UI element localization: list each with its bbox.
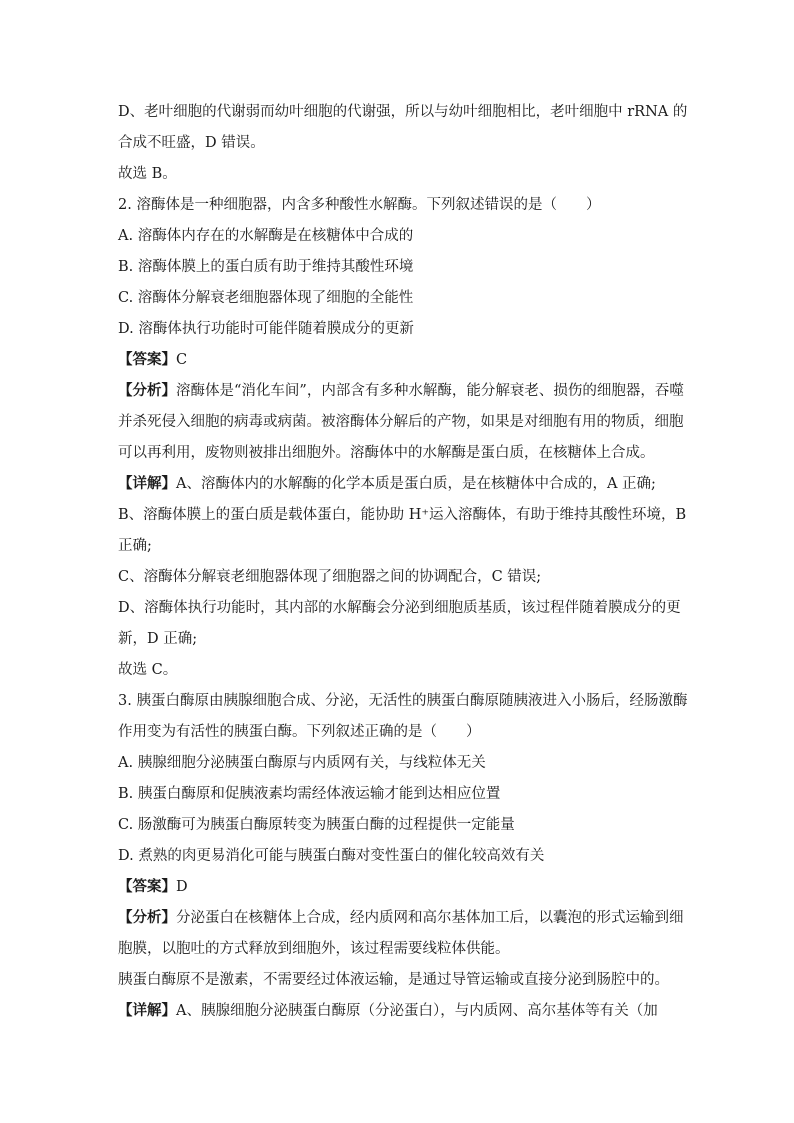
q2-analysis-line2: 并杀死侵入细胞的病毒或病菌。被溶酶体分解后的产物，如果是对细胞有用的物质，细胞 bbox=[118, 414, 684, 430]
q2-detail-line4: C、溶酶体分解衰老细胞器体现了细胞器之间的协调配合，C 错误; bbox=[118, 569, 542, 585]
prev-select: 故选 B。 bbox=[118, 166, 177, 182]
q2-analysis-line3: 可以再利用，废物则被排出细胞外。溶酶体中的水解酶是蛋白质，在核糖体上合成。 bbox=[118, 445, 655, 461]
q3-analysis-line1 bbox=[118, 908, 684, 928]
detail-tag: 【详解】 bbox=[118, 1002, 176, 1019]
prev-option-d-line2: 合成不旺盛，D 错误。 bbox=[118, 135, 265, 151]
q2-detail-line3: 正确; bbox=[118, 538, 152, 554]
q3-option-b: B. 胰蛋白酶原和促胰液素均需经体液运输才能到达相应位置 bbox=[118, 786, 501, 802]
q3-detail-line1 bbox=[118, 1001, 658, 1021]
q2-option-c: C. 溶酶体分解衰老细胞器体现了细胞的全能性 bbox=[118, 290, 414, 306]
q2-detail-line2: B、溶酶体膜上的蛋白质是载体蛋白，能协助 H⁺运入溶酶体，有助于维持其酸性环境，B bbox=[118, 507, 687, 523]
analysis-tag: 【分析】 bbox=[118, 382, 176, 399]
answer-tag: 【答案】 bbox=[118, 878, 176, 895]
q2-answer bbox=[118, 350, 187, 370]
q2-detail-line6: 新，D 正确; bbox=[118, 631, 198, 647]
detail-text: A、胰腺细胞分泌胰蛋白酶原（分泌蛋白），与内质网、高尔基体等有关（加 bbox=[176, 1003, 658, 1019]
q3-stem-line2: 作用变为有活性的胰蛋白酶。下列叙述正确的是（ ） bbox=[118, 724, 481, 740]
analysis-tag: 【分析】 bbox=[118, 909, 176, 926]
answer-value: C bbox=[176, 352, 188, 368]
q3-option-d: D. 煮熟的肉更易消化可能与胰蛋白酶对变性蛋白的催化较高效有关 bbox=[118, 848, 545, 864]
q3-option-a: A. 胰腺细胞分泌胰蛋白酶原与内质网有关，与线粒体无关 bbox=[118, 755, 486, 771]
prev-option-d-line1: D、老叶细胞的代谢弱而幼叶细胞的代谢强，所以与幼叶细胞相比，老叶细胞中 rRNA 的 bbox=[118, 104, 688, 120]
q2-detail-line1 bbox=[118, 474, 656, 494]
q2-option-a: A. 溶酶体内存在的水解酶是在核糖体中合成的 bbox=[118, 228, 414, 244]
q3-analysis-line2: 胞膜，以胞吐的方式释放到细胞外，该过程需要线粒体供能。 bbox=[118, 941, 510, 957]
analysis-text: 分泌蛋白在核糖体上合成，经内质网和高尔基体加工后，以囊泡的形式运输到细 bbox=[176, 910, 684, 926]
q3-answer bbox=[118, 877, 188, 897]
q2-option-d: D. 溶酶体执行功能时可能伴随着膜成分的更新 bbox=[118, 321, 414, 337]
q2-detail-line5: D、溶酶体执行功能时，其内部的水解酶会分泌到细胞质基质，该过程伴随着膜成分的更 bbox=[118, 600, 681, 616]
answer-value: D bbox=[176, 879, 188, 895]
answer-tag: 【答案】 bbox=[118, 351, 176, 368]
q2-select: 故选 C。 bbox=[118, 662, 178, 678]
q2-option-b: B. 溶酶体膜上的蛋白质有助于维持其酸性环境 bbox=[118, 259, 414, 275]
detail-text: A、溶酶体内的水解酶的化学本质是蛋白质，是在核糖体中合成的，A 正确; bbox=[176, 476, 656, 492]
q3-option-c: C. 肠激酶可为胰蛋白酶原转变为胰蛋白酶的过程提供一定能量 bbox=[118, 817, 515, 833]
detail-tag: 【详解】 bbox=[118, 475, 176, 492]
q3-stem-line1: 3. 胰蛋白酶原由胰腺细胞合成、分泌，无活性的胰蛋白酶原随胰液进入小肠后，经肠激酶 bbox=[118, 693, 688, 709]
q3-analysis-line3: 胰蛋白酶原不是激素，不需要经过体液运输，是通过导管运输或直接分泌到肠腔中的。 bbox=[118, 972, 669, 988]
q2-analysis-line1 bbox=[118, 381, 684, 401]
analysis-text: 溶酶体是“消化车间”，内部含有多种水解酶，能分解衰老、损伤的细胞器，吞噬 bbox=[176, 383, 684, 399]
q2-stem: 2. 溶酶体是一种细胞器，内含多种酸性水解酶。下列叙述错误的是（ ） bbox=[118, 197, 601, 213]
